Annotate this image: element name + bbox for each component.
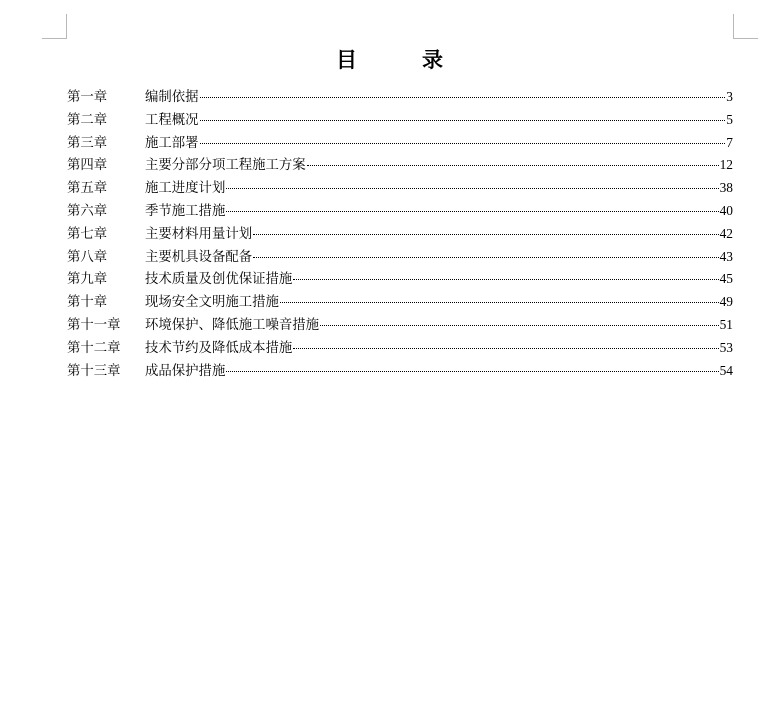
page-number: 42 <box>719 225 733 241</box>
page-number: 45 <box>719 271 733 287</box>
chapter-title: 环境保护、降低施工噪音措施 <box>145 317 320 333</box>
toc-entry[interactable] <box>67 86 733 109</box>
dot-leader <box>200 97 726 98</box>
crop-mark-top-left <box>42 14 67 39</box>
chapter-title: 季节施工措施 <box>145 203 226 219</box>
chapter-title: 技术节约及降低成本措施 <box>145 340 293 356</box>
crop-mark-top-right <box>733 14 758 39</box>
toc-entry[interactable] <box>67 223 733 246</box>
chapter-number: 第四章 <box>67 158 108 174</box>
chapter-title: 编制依据 <box>145 90 199 105</box>
toc-entry[interactable] <box>67 109 733 132</box>
toc-entry[interactable] <box>67 314 733 337</box>
page-number: 5 <box>726 111 733 127</box>
chapter-number: 第七章 <box>67 226 108 242</box>
page-number: 49 <box>719 294 733 310</box>
page-number: 53 <box>719 339 733 355</box>
toc-entry[interactable] <box>67 200 733 223</box>
dot-leader <box>253 234 718 235</box>
toc-entry[interactable] <box>67 177 733 200</box>
table-of-contents <box>67 86 733 382</box>
toc-entry[interactable] <box>67 268 733 291</box>
chapter-number: 第三章 <box>67 135 108 151</box>
dot-leader <box>293 348 718 349</box>
dot-leader <box>280 302 719 303</box>
page-number: 54 <box>719 362 733 378</box>
toc-entry[interactable] <box>67 246 733 269</box>
dot-leader <box>307 165 719 166</box>
toc-entry[interactable] <box>67 291 733 314</box>
toc-entry[interactable] <box>67 132 733 155</box>
chapter-number: 第五章 <box>67 181 108 197</box>
dot-leader <box>293 279 718 280</box>
chapter-title: 施工部署 <box>145 135 199 151</box>
chapter-number: 第六章 <box>67 203 108 219</box>
chapter-number: 第二章 <box>67 112 108 128</box>
chapter-title: 主要机具设备配备 <box>145 249 253 265</box>
chapter-title: 现场安全文明施工措施 <box>145 295 279 311</box>
chapter-number: 第九章 <box>67 272 108 288</box>
dot-leader <box>200 120 726 121</box>
chapter-title: 施工进度计划 <box>145 181 226 197</box>
chapter-number: 第八章 <box>67 249 108 265</box>
chapter-title: 主要材料用量计划 <box>145 226 253 242</box>
toc-title: 目 录 <box>336 47 465 72</box>
chapter-title: 工程概况 <box>145 112 199 128</box>
page-number: 3 <box>726 89 733 104</box>
chapter-number: 第十二章 <box>67 340 121 356</box>
dot-leader <box>226 211 718 212</box>
toc-entry[interactable] <box>67 154 733 177</box>
chapter-title: 主要分部分项工程施工方案 <box>145 158 306 174</box>
toc-entry[interactable] <box>67 337 733 360</box>
page-number: 51 <box>719 316 733 332</box>
page-number: 40 <box>719 202 733 218</box>
page-number: 7 <box>726 134 733 150</box>
dot-leader <box>226 371 718 372</box>
page-number: 38 <box>719 180 733 196</box>
page-number: 43 <box>719 248 733 264</box>
page-number: 12 <box>719 157 733 173</box>
dot-leader <box>226 188 718 189</box>
chapter-title: 成品保护措施 <box>145 363 226 379</box>
chapter-number: 第十三章 <box>67 363 121 379</box>
chapter-number: 第一章 <box>67 90 108 105</box>
toc-entry[interactable] <box>67 360 733 383</box>
dot-leader <box>320 325 719 326</box>
chapter-title: 技术质量及创优保证措施 <box>145 272 293 288</box>
chapter-number: 第十一章 <box>67 317 121 333</box>
dot-leader <box>200 143 726 144</box>
chapter-number: 第十章 <box>67 295 108 311</box>
dot-leader <box>253 257 718 258</box>
